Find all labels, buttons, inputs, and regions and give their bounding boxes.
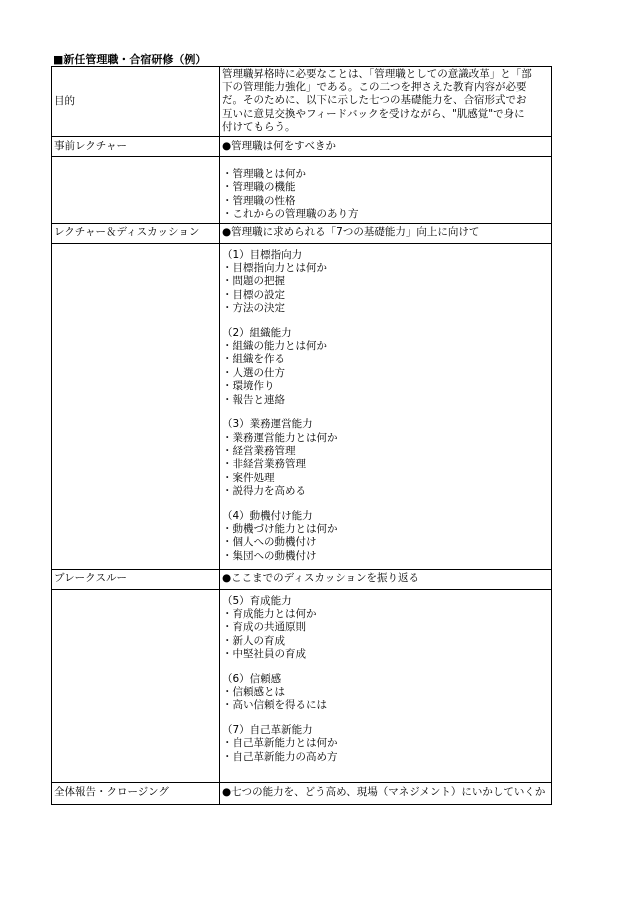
closing-label: 全体報告・クロージング — [52, 782, 220, 804]
list-item: ・案件処理 — [222, 471, 275, 484]
list-item: ・これからの管理職のあり方 — [222, 208, 359, 221]
list-item: ・高い信頼を得るには — [222, 699, 327, 712]
list-item: ・方法の決定 — [222, 302, 285, 315]
list-item: ・管理職とは何か — [222, 168, 306, 180]
list-item: ・問題の把握 — [222, 275, 285, 288]
list-item: ・育成の共通原則 — [222, 621, 306, 634]
list-item: ・組織の能力とは何か — [222, 340, 327, 353]
purpose-line: 付けてもらう。 — [222, 120, 296, 133]
lecture-items — [220, 243, 552, 569]
purpose-text — [220, 67, 552, 137]
ability-heading: （5）育成能力 — [222, 594, 292, 607]
empty-label-cell — [52, 157, 220, 224]
pre-lecture-content-row — [52, 157, 552, 224]
list-item: ・人選の仕方 — [222, 366, 285, 379]
list-item: ・中堅社員の育成 — [222, 648, 306, 661]
purpose-row — [52, 67, 552, 137]
list-item: ・業務運営能力とは何か — [222, 431, 338, 444]
list-item: ・自己革新能力の高め方 — [222, 750, 338, 763]
list-item: ・新人の育成 — [222, 634, 285, 647]
pre-lecture-label: 事前レクチャー — [52, 137, 220, 157]
ability-heading: （1）目標指向力 — [222, 248, 303, 261]
empty-label-cell — [52, 589, 220, 782]
lecture-content-row — [52, 243, 552, 569]
breakthrough-content-row — [52, 589, 552, 782]
ability-heading: （4）動機付け能力 — [222, 509, 313, 522]
list-item: ・信頼感とは — [222, 686, 285, 699]
purpose-line: 管理職昇格時に必要なことは、「管理職としての意識改革」と「部 — [222, 68, 532, 80]
lecture-label: レクチャー＆ディスカッション — [52, 223, 220, 243]
breakthrough-label: ブレークスルー — [52, 569, 220, 589]
list-item: ・自己革新能力とは何か — [222, 737, 338, 750]
purpose-label: 目的 — [52, 67, 220, 137]
training-schedule-table — [51, 66, 552, 805]
list-item: ・管理職の性格 — [222, 194, 296, 207]
purpose-line: 下の管理能力強化」である。この二つを押さえた教育内容が必要 — [222, 81, 527, 94]
list-item: ・管理職の機能 — [222, 181, 296, 194]
document-title: ■新任管理職・合宿研修（例） — [53, 53, 207, 66]
ability-heading: （7）自己革新能力 — [222, 723, 313, 736]
list-item: ・説得力を高める — [222, 485, 306, 498]
closing-heading: ●七つの能力を、どう高め、現場（マネジメント）にいかしていくか — [220, 782, 552, 804]
list-item: ・目標の設定 — [222, 288, 285, 301]
list-item: ・報告と連絡 — [222, 393, 285, 406]
pre-lecture-items — [220, 157, 552, 224]
ability-heading: （6）信頼感 — [222, 672, 282, 685]
list-item: ・育成能力とは何か — [222, 608, 317, 621]
list-item: ・経営業務管理 — [222, 444, 296, 457]
purpose-line: 互いに意見交換やフィードバックを受けながら、"肌感覚"で身に — [222, 107, 525, 120]
breakthrough-heading: ●ここまでのディスカッションを振り返る — [220, 569, 552, 589]
lecture-row — [52, 223, 552, 243]
closing-row — [52, 782, 552, 804]
list-item: ・集団への動機付け — [222, 549, 317, 562]
ability-heading: （2）組織能力 — [222, 326, 292, 339]
list-item: ・環境作り — [222, 380, 275, 393]
purpose-line: だ。そのために、以下に示した七つの基礎能力を、合宿形式でお — [222, 94, 527, 107]
list-item: ・組織を作る — [222, 353, 285, 366]
list-item: ・目標指向力とは何か — [222, 262, 327, 275]
pre-lecture-row — [52, 137, 552, 157]
breakthrough-items — [220, 589, 552, 782]
breakthrough-row — [52, 569, 552, 589]
pre-lecture-heading: ●管理職は何をすべきか — [220, 137, 552, 157]
list-item: ・動機づけ能力とは何か — [222, 522, 338, 535]
list-item: ・非経営業務管理 — [222, 458, 306, 471]
empty-label-cell — [52, 243, 220, 569]
list-item: ・個人への動機付け — [222, 536, 317, 549]
lecture-heading: ●管理職に求められる「7つの基礎能力」向上に向けて — [220, 223, 552, 243]
ability-heading: （3）業務運営能力 — [222, 418, 313, 431]
